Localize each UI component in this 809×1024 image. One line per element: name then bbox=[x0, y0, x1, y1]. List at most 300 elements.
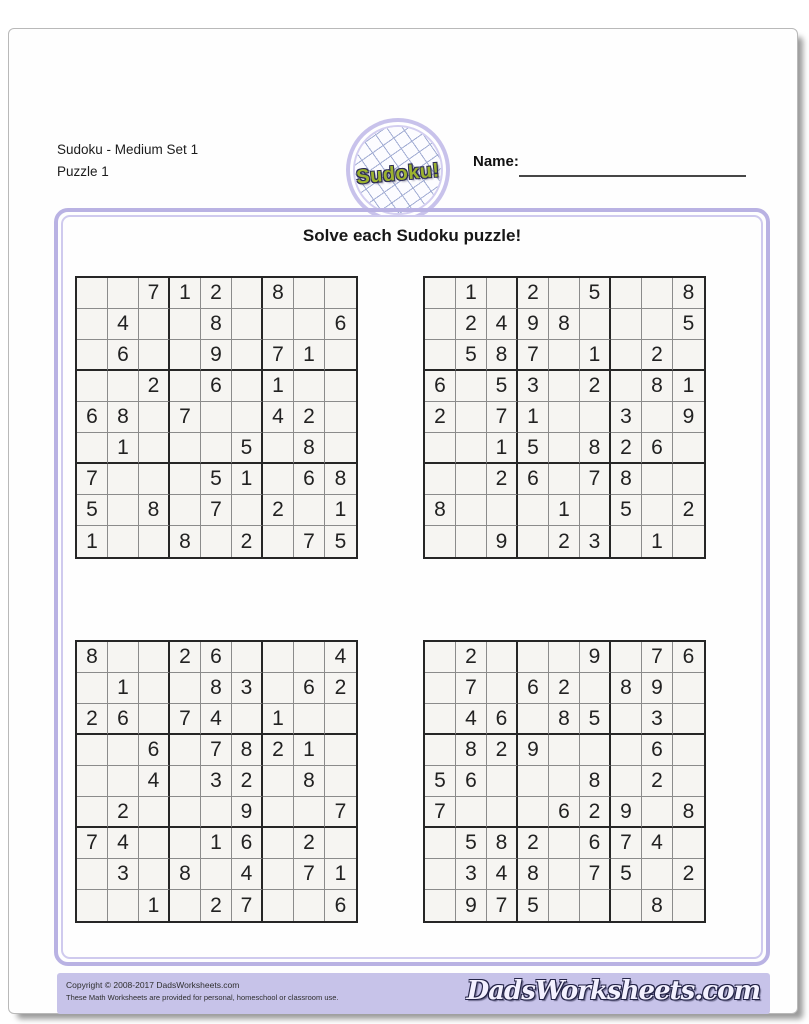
sudoku-cell: 1 bbox=[325, 859, 356, 890]
sudoku-cell: 2 bbox=[263, 495, 294, 526]
sudoku-cell bbox=[425, 278, 456, 309]
sudoku-cell bbox=[77, 371, 108, 402]
sudoku-cell bbox=[108, 526, 139, 557]
sudoku-cell bbox=[549, 433, 580, 464]
sudoku-cell: 2 bbox=[487, 735, 518, 766]
worksheet-page bbox=[8, 28, 798, 1014]
sudoku-cell bbox=[108, 735, 139, 766]
sudoku-cell: 7 bbox=[77, 828, 108, 859]
copyright-line: Copyright © 2008-2017 DadsWorksheets.com bbox=[66, 980, 240, 990]
sudoku-cell bbox=[139, 828, 170, 859]
sudoku-cell: 3 bbox=[232, 673, 263, 704]
sudoku-cell bbox=[425, 642, 456, 673]
sudoku-cell: 1 bbox=[580, 340, 611, 371]
sudoku-cell: 9 bbox=[456, 890, 487, 921]
sudoku-cell bbox=[232, 642, 263, 673]
sudoku-cell: 1 bbox=[294, 735, 325, 766]
sudoku-cell bbox=[642, 797, 673, 828]
sudoku-cell: 5 bbox=[580, 704, 611, 735]
sudoku-cell: 2 bbox=[325, 673, 356, 704]
sudoku-cell: 5 bbox=[487, 371, 518, 402]
sudoku-cell bbox=[549, 828, 580, 859]
sudoku-cell bbox=[294, 278, 325, 309]
sudoku-cell bbox=[549, 766, 580, 797]
sudoku-cell bbox=[425, 735, 456, 766]
sudoku-cell: 8 bbox=[642, 371, 673, 402]
sudoku-cell bbox=[232, 704, 263, 735]
sudoku-cell bbox=[232, 495, 263, 526]
sudoku-cell: 5 bbox=[325, 526, 356, 557]
sudoku-cell: 5 bbox=[425, 766, 456, 797]
sudoku-cell bbox=[425, 433, 456, 464]
sudoku-cell bbox=[487, 797, 518, 828]
sudoku-cell bbox=[549, 340, 580, 371]
sudoku-cell: 7 bbox=[294, 526, 325, 557]
sudoku-cell: 7 bbox=[642, 642, 673, 673]
sudoku-cell bbox=[487, 766, 518, 797]
sudoku-cell: 1 bbox=[108, 673, 139, 704]
sudoku-cell: 1 bbox=[232, 464, 263, 495]
sudoku-cell: 4 bbox=[642, 828, 673, 859]
worksheet-header bbox=[57, 139, 198, 183]
sudoku-cell bbox=[673, 828, 704, 859]
sudoku-cell bbox=[263, 797, 294, 828]
sudoku-cell bbox=[108, 495, 139, 526]
sudoku-cell bbox=[294, 890, 325, 921]
instruction-title: Solve each Sudoku puzzle! bbox=[302, 226, 522, 245]
sudoku-cell bbox=[232, 371, 263, 402]
sudoku-cell bbox=[487, 495, 518, 526]
sudoku-cell bbox=[611, 278, 642, 309]
sudoku-cell bbox=[549, 402, 580, 433]
sudoku-cell: 1 bbox=[108, 433, 139, 464]
sudoku-cell: 2 bbox=[580, 797, 611, 828]
sudoku-cell bbox=[263, 464, 294, 495]
sudoku-cell bbox=[263, 433, 294, 464]
sudoku-cell bbox=[456, 797, 487, 828]
sudoku-cell bbox=[294, 642, 325, 673]
sudoku-cell bbox=[139, 402, 170, 433]
sudoku-cell bbox=[549, 464, 580, 495]
sudoku-cell: 1 bbox=[673, 371, 704, 402]
puzzle-label: Puzzle 1 bbox=[57, 164, 109, 179]
sudoku-cell bbox=[673, 340, 704, 371]
sudoku-cell: 2 bbox=[580, 371, 611, 402]
sudoku-cell: 7 bbox=[201, 495, 232, 526]
sudoku-cell: 8 bbox=[325, 464, 356, 495]
sudoku-cell bbox=[263, 309, 294, 340]
sudoku-cell bbox=[139, 797, 170, 828]
sudoku-grid-top-left bbox=[75, 276, 358, 559]
sudoku-cell bbox=[77, 433, 108, 464]
sudoku-cell bbox=[201, 859, 232, 890]
sudoku-cell: 4 bbox=[487, 859, 518, 890]
sudoku-cell bbox=[263, 890, 294, 921]
sudoku-cell: 8 bbox=[518, 859, 549, 890]
sudoku-cell: 4 bbox=[108, 309, 139, 340]
sudoku-cell bbox=[201, 526, 232, 557]
sudoku-cell: 9 bbox=[611, 797, 642, 828]
sudoku-cell: 8 bbox=[170, 526, 201, 557]
sudoku-cell: 7 bbox=[170, 704, 201, 735]
sudoku-cell: 8 bbox=[673, 278, 704, 309]
sudoku-cell: 6 bbox=[294, 673, 325, 704]
sudoku-cell bbox=[263, 828, 294, 859]
sudoku-cell: 2 bbox=[294, 402, 325, 433]
sudoku-cell bbox=[580, 495, 611, 526]
sudoku-cell bbox=[294, 371, 325, 402]
sudoku-cell: 8 bbox=[580, 433, 611, 464]
sudoku-cell: 8 bbox=[294, 433, 325, 464]
sudoku-cell: 6 bbox=[518, 464, 549, 495]
sudoku-cell bbox=[263, 673, 294, 704]
sudoku-cell: 1 bbox=[170, 278, 201, 309]
sudoku-cell bbox=[325, 828, 356, 859]
sudoku-cell: 7 bbox=[487, 402, 518, 433]
sudoku-cell bbox=[518, 526, 549, 557]
sudoku-cell: 7 bbox=[139, 278, 170, 309]
sudoku-cell bbox=[325, 340, 356, 371]
sudoku-cell: 2 bbox=[77, 704, 108, 735]
sudoku-cell bbox=[487, 278, 518, 309]
sudoku-cell bbox=[263, 859, 294, 890]
sudoku-cell bbox=[580, 402, 611, 433]
sudoku-cell bbox=[139, 704, 170, 735]
sudoku-cell bbox=[170, 890, 201, 921]
sudoku-cell bbox=[77, 859, 108, 890]
sudoku-logo-badge bbox=[346, 118, 450, 222]
sudoku-cell: 2 bbox=[642, 766, 673, 797]
sudoku-cell: 1 bbox=[549, 495, 580, 526]
sudoku-cell: 5 bbox=[611, 859, 642, 890]
sudoku-cell: 4 bbox=[139, 766, 170, 797]
logo-ring bbox=[350, 122, 446, 218]
sudoku-cell: 2 bbox=[139, 371, 170, 402]
sudoku-cell bbox=[325, 704, 356, 735]
sudoku-cell: 2 bbox=[232, 766, 263, 797]
sudoku-cell bbox=[201, 402, 232, 433]
sudoku-cell: 7 bbox=[425, 797, 456, 828]
sudoku-cell bbox=[673, 673, 704, 704]
sudoku-cell bbox=[518, 642, 549, 673]
sudoku-cell: 4 bbox=[325, 642, 356, 673]
sudoku-grid-bottom-left bbox=[75, 640, 358, 923]
sudoku-cell: 1 bbox=[518, 402, 549, 433]
sudoku-cell bbox=[170, 371, 201, 402]
sudoku-cell: 7 bbox=[518, 340, 549, 371]
name-fill-line bbox=[519, 175, 746, 177]
sudoku-cell bbox=[611, 642, 642, 673]
sudoku-cell bbox=[549, 642, 580, 673]
sudoku-cell bbox=[325, 735, 356, 766]
sudoku-cell bbox=[170, 766, 201, 797]
sudoku-cell: 6 bbox=[487, 704, 518, 735]
sudoku-cell bbox=[425, 828, 456, 859]
sudoku-cell bbox=[580, 309, 611, 340]
sudoku-cell: 8 bbox=[294, 766, 325, 797]
sudoku-cell bbox=[232, 278, 263, 309]
sudoku-cell bbox=[232, 340, 263, 371]
sudoku-cell bbox=[139, 433, 170, 464]
sudoku-cell: 8 bbox=[232, 735, 263, 766]
sudoku-cell: 6 bbox=[77, 402, 108, 433]
sudoku-cell bbox=[580, 890, 611, 921]
sudoku-cell: 6 bbox=[139, 735, 170, 766]
sudoku-cell bbox=[549, 278, 580, 309]
sudoku-cell: 6 bbox=[642, 735, 673, 766]
sudoku-cell: 7 bbox=[611, 828, 642, 859]
sudoku-cell: 5 bbox=[456, 828, 487, 859]
sudoku-cell bbox=[263, 642, 294, 673]
sudoku-cell: 4 bbox=[487, 309, 518, 340]
sudoku-cell: 1 bbox=[77, 526, 108, 557]
sudoku-cell: 2 bbox=[673, 859, 704, 890]
sudoku-cell: 6 bbox=[232, 828, 263, 859]
sudoku-grid-bottom-right bbox=[423, 640, 706, 923]
sudoku-cell bbox=[325, 766, 356, 797]
sudoku-cell: 9 bbox=[673, 402, 704, 433]
sudoku-cell: 1 bbox=[201, 828, 232, 859]
sudoku-cell: 1 bbox=[263, 704, 294, 735]
sudoku-cell: 6 bbox=[580, 828, 611, 859]
sudoku-cell bbox=[294, 797, 325, 828]
sudoku-cell bbox=[456, 402, 487, 433]
sudoku-cell: 1 bbox=[456, 278, 487, 309]
sudoku-cell bbox=[170, 735, 201, 766]
sudoku-cell bbox=[425, 704, 456, 735]
sudoku-cell: 3 bbox=[201, 766, 232, 797]
sudoku-cell bbox=[673, 766, 704, 797]
sudoku-cell: 5 bbox=[77, 495, 108, 526]
sudoku-cell: 9 bbox=[518, 309, 549, 340]
sudoku-cell bbox=[611, 371, 642, 402]
sudoku-cell bbox=[139, 859, 170, 890]
sudoku-cell bbox=[456, 526, 487, 557]
sudoku-cell: 3 bbox=[642, 704, 673, 735]
sudoku-cell: 6 bbox=[673, 642, 704, 673]
sudoku-cell bbox=[673, 464, 704, 495]
sudoku-cell: 1 bbox=[325, 495, 356, 526]
sudoku-cell bbox=[518, 797, 549, 828]
sudoku-cell bbox=[201, 433, 232, 464]
sudoku-cell bbox=[673, 890, 704, 921]
sudoku-cell bbox=[456, 464, 487, 495]
sudoku-cell: 6 bbox=[201, 642, 232, 673]
sudoku-cell: 1 bbox=[263, 371, 294, 402]
sudoku-cell: 2 bbox=[456, 309, 487, 340]
sudoku-cell: 8 bbox=[611, 673, 642, 704]
sudoku-cell bbox=[77, 797, 108, 828]
sudoku-cell: 8 bbox=[456, 735, 487, 766]
footer-text bbox=[66, 980, 339, 1002]
sudoku-cell: 2 bbox=[549, 673, 580, 704]
sudoku-cell: 2 bbox=[456, 642, 487, 673]
sudoku-cell: 2 bbox=[108, 797, 139, 828]
sudoku-cell: 6 bbox=[108, 704, 139, 735]
sudoku-grid-top-right bbox=[423, 276, 706, 559]
sudoku-cell bbox=[611, 704, 642, 735]
sudoku-cell bbox=[642, 859, 673, 890]
sudoku-cell: 7 bbox=[580, 464, 611, 495]
sudoku-cell: 5 bbox=[201, 464, 232, 495]
sudoku-cell: 7 bbox=[325, 797, 356, 828]
sudoku-cell: 8 bbox=[170, 859, 201, 890]
sudoku-cell: 8 bbox=[201, 309, 232, 340]
sudoku-cell: 2 bbox=[549, 526, 580, 557]
sudoku-cell bbox=[170, 340, 201, 371]
sudoku-cell: 3 bbox=[518, 371, 549, 402]
sudoku-cell: 4 bbox=[456, 704, 487, 735]
sudoku-cell bbox=[108, 278, 139, 309]
sudoku-cell bbox=[170, 464, 201, 495]
sudoku-cell: 2 bbox=[673, 495, 704, 526]
sudoku-cell bbox=[642, 495, 673, 526]
sudoku-cell: 3 bbox=[580, 526, 611, 557]
sudoku-cell: 4 bbox=[232, 859, 263, 890]
sudoku-cell bbox=[425, 859, 456, 890]
sudoku-cell: 6 bbox=[325, 309, 356, 340]
sudoku-cell bbox=[580, 673, 611, 704]
sudoku-cell bbox=[518, 495, 549, 526]
logo-text: Sudoku! bbox=[355, 159, 441, 189]
sudoku-cell: 2 bbox=[201, 890, 232, 921]
sudoku-cell: 9 bbox=[487, 526, 518, 557]
sudoku-cell: 6 bbox=[642, 433, 673, 464]
sudoku-cell bbox=[325, 278, 356, 309]
sudoku-cell bbox=[170, 309, 201, 340]
sudoku-cell: 5 bbox=[518, 890, 549, 921]
sudoku-cell bbox=[77, 309, 108, 340]
sudoku-cell bbox=[77, 278, 108, 309]
sudoku-cell bbox=[170, 495, 201, 526]
sudoku-cell: 7 bbox=[77, 464, 108, 495]
sudoku-cell: 8 bbox=[263, 278, 294, 309]
sudoku-cell bbox=[549, 890, 580, 921]
sudoku-cell: 2 bbox=[642, 340, 673, 371]
sudoku-cell bbox=[139, 340, 170, 371]
sudoku-cell bbox=[294, 309, 325, 340]
sudoku-cell: 1 bbox=[487, 433, 518, 464]
sudoku-cell bbox=[325, 402, 356, 433]
sudoku-cell: 6 bbox=[201, 371, 232, 402]
sudoku-cell: 8 bbox=[611, 464, 642, 495]
sudoku-cell: 5 bbox=[580, 278, 611, 309]
sudoku-cell bbox=[108, 464, 139, 495]
sudoku-cell bbox=[77, 890, 108, 921]
sudoku-cell bbox=[611, 309, 642, 340]
sudoku-cell: 8 bbox=[673, 797, 704, 828]
set-title: Sudoku - Medium Set 1 bbox=[57, 142, 199, 157]
sudoku-cell bbox=[232, 402, 263, 433]
sudoku-cell: 5 bbox=[518, 433, 549, 464]
sudoku-cell: 3 bbox=[611, 402, 642, 433]
sudoku-cell: 6 bbox=[294, 464, 325, 495]
sudoku-cell bbox=[456, 371, 487, 402]
sudoku-cell bbox=[263, 766, 294, 797]
sudoku-cell: 4 bbox=[201, 704, 232, 735]
sudoku-cell bbox=[425, 464, 456, 495]
sudoku-cell bbox=[673, 433, 704, 464]
sudoku-cell bbox=[139, 642, 170, 673]
sudoku-cell bbox=[549, 859, 580, 890]
sudoku-cell bbox=[673, 526, 704, 557]
sudoku-cell: 3 bbox=[108, 859, 139, 890]
sudoku-cell bbox=[77, 673, 108, 704]
sudoku-cell bbox=[425, 340, 456, 371]
sudoku-cell bbox=[139, 673, 170, 704]
sudoku-cell: 2 bbox=[201, 278, 232, 309]
sudoku-cell: 3 bbox=[456, 859, 487, 890]
sudoku-cell bbox=[170, 433, 201, 464]
sudoku-cell bbox=[673, 735, 704, 766]
sudoku-cell: 7 bbox=[294, 859, 325, 890]
sudoku-cell bbox=[549, 735, 580, 766]
sudoku-cell: 1 bbox=[642, 526, 673, 557]
sudoku-cell bbox=[77, 735, 108, 766]
sudoku-cell: 9 bbox=[232, 797, 263, 828]
sudoku-cell: 2 bbox=[294, 828, 325, 859]
sudoku-cell bbox=[232, 309, 263, 340]
sudoku-cell: 8 bbox=[108, 402, 139, 433]
sudoku-cell: 1 bbox=[139, 890, 170, 921]
sudoku-cell: 2 bbox=[518, 828, 549, 859]
sudoku-cell bbox=[77, 340, 108, 371]
sudoku-cell bbox=[294, 704, 325, 735]
sudoku-cell bbox=[263, 526, 294, 557]
name-label: Name: bbox=[473, 153, 519, 170]
sudoku-cell: 2 bbox=[170, 642, 201, 673]
sudoku-cell bbox=[518, 766, 549, 797]
sudoku-cell: 2 bbox=[611, 433, 642, 464]
sudoku-cell: 5 bbox=[611, 495, 642, 526]
sudoku-cell: 4 bbox=[263, 402, 294, 433]
license-line: These Math Worksheets are provided for personal, homeschool or classroom use. bbox=[66, 993, 339, 1002]
sudoku-cell bbox=[108, 642, 139, 673]
sudoku-cell bbox=[611, 340, 642, 371]
sudoku-cell: 6 bbox=[325, 890, 356, 921]
sudoku-cell bbox=[170, 797, 201, 828]
sudoku-cell bbox=[611, 735, 642, 766]
sudoku-cell: 9 bbox=[642, 673, 673, 704]
sudoku-cell bbox=[456, 433, 487, 464]
sudoku-cell: 8 bbox=[425, 495, 456, 526]
sudoku-cell: 5 bbox=[456, 340, 487, 371]
sudoku-cell bbox=[642, 278, 673, 309]
sudoku-cell: 8 bbox=[487, 828, 518, 859]
sudoku-cell bbox=[170, 673, 201, 704]
sudoku-cell bbox=[580, 735, 611, 766]
sudoku-cell bbox=[487, 642, 518, 673]
sudoku-cell: 2 bbox=[518, 278, 549, 309]
sudoku-cell: 2 bbox=[487, 464, 518, 495]
sudoku-cell: 8 bbox=[549, 309, 580, 340]
sudoku-cell: 8 bbox=[642, 890, 673, 921]
sudoku-cell bbox=[642, 309, 673, 340]
sudoku-cell bbox=[673, 704, 704, 735]
sudoku-cell: 2 bbox=[232, 526, 263, 557]
sudoku-cell: 7 bbox=[456, 673, 487, 704]
sudoku-cell bbox=[642, 402, 673, 433]
sudoku-cell: 7 bbox=[170, 402, 201, 433]
sudoku-cell bbox=[325, 433, 356, 464]
sudoku-cell: 8 bbox=[549, 704, 580, 735]
sudoku-cell bbox=[611, 526, 642, 557]
sudoku-cell bbox=[456, 495, 487, 526]
sudoku-cell bbox=[139, 309, 170, 340]
sudoku-cell: 7 bbox=[232, 890, 263, 921]
sudoku-cell: 8 bbox=[201, 673, 232, 704]
sudoku-cell: 9 bbox=[201, 340, 232, 371]
